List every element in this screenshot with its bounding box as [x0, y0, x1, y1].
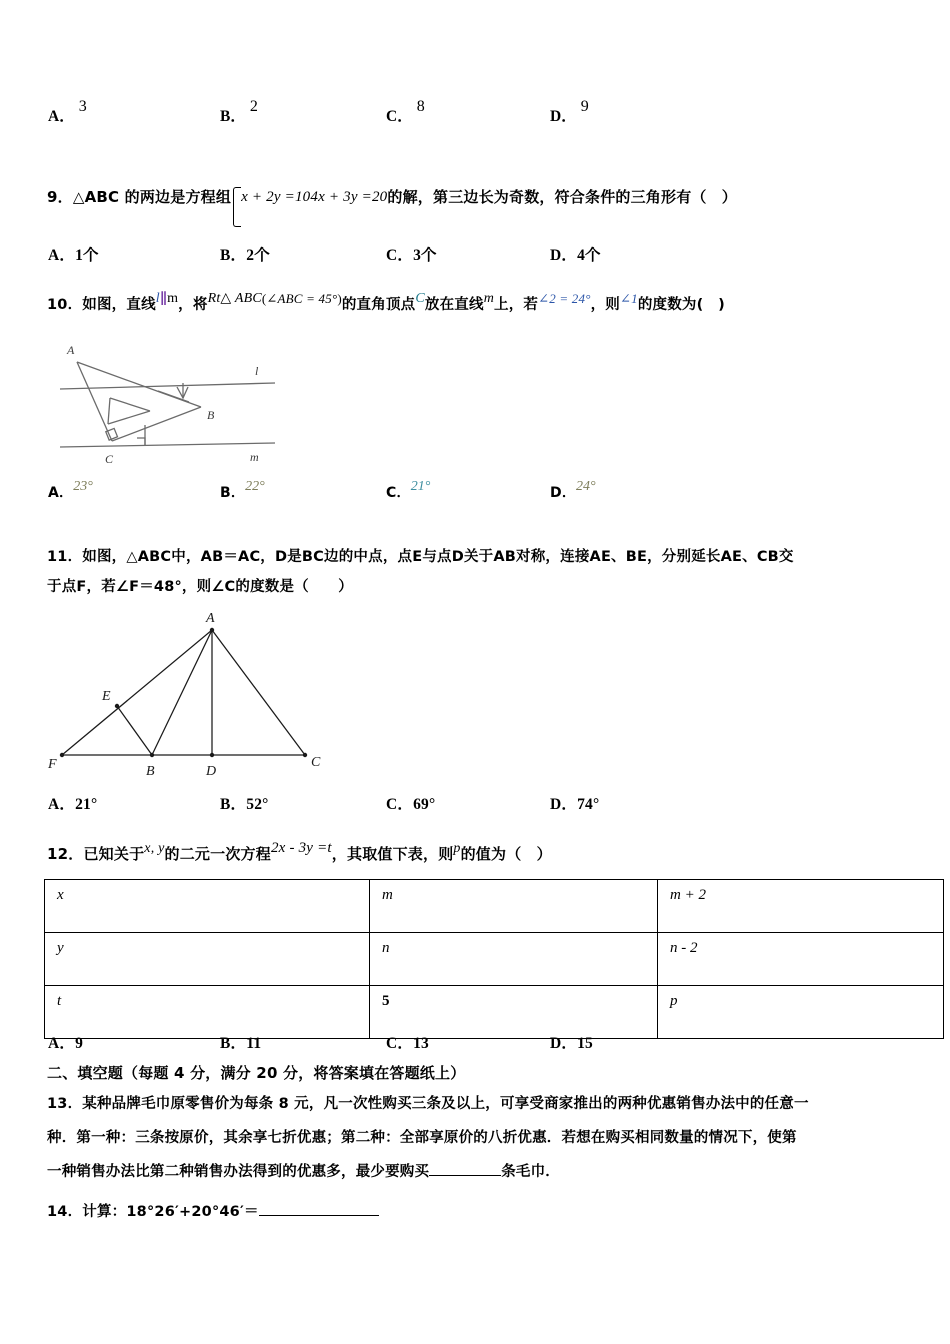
question-9 [47, 186, 737, 208]
question-11-line-1 [47, 545, 794, 566]
q11-label-C: C [311, 755, 321, 770]
q11-point-F [60, 753, 64, 757]
q12-option-c[interactable] [386, 1031, 429, 1053]
q11-line-af [62, 630, 212, 755]
q8-option-a-value: 3 [78, 98, 87, 115]
q11-label-B: B [146, 764, 155, 779]
q8-option-b[interactable] [220, 98, 258, 126]
q10-option-b-label: B． [220, 485, 246, 501]
q11-point-C [303, 753, 307, 757]
q8-option-a[interactable] [48, 98, 87, 126]
q11-option-d-label: D． [550, 796, 578, 813]
q10-option-c[interactable] [386, 479, 431, 502]
q10-side-bc [112, 407, 201, 441]
q10-options-row [48, 479, 928, 512]
q9-option-d-value: 4个 [577, 247, 601, 264]
q10-seg7: 的度数为( ) [637, 297, 725, 313]
q8-option-a-label: A． [48, 108, 75, 126]
q10-line-m-stroke [60, 443, 275, 447]
q12-option-d-value: 15 [577, 1035, 593, 1052]
q9-text-after: 的解，第三边长为奇数，符合条件的三角形有（ ） [387, 188, 737, 206]
table-row [45, 933, 944, 986]
q8-option-d-value: 9 [580, 98, 589, 115]
q10-option-c-label: C． [386, 485, 411, 501]
q11-option-d-value: 74° [577, 796, 600, 813]
q12-number: 12． [47, 845, 84, 863]
q10-on-line-m: m [483, 291, 495, 306]
q11-option-d[interactable] [550, 792, 599, 814]
q9-option-c-value: 3个 [413, 247, 437, 264]
q10-label-B: B [207, 408, 215, 422]
q11-text-line-1: 如图，△ABC中，AB＝AC，D是BC边的中点，点E与点D关于AB对称，连接AE、BE，分别延长AE、CB交 [82, 549, 794, 565]
q8-options-row [48, 96, 928, 126]
q12-row-1-col1: n [370, 933, 658, 986]
q8-option-d-label: D． [550, 108, 577, 126]
q10-seg5: 上，若 [494, 297, 539, 313]
q10-inner-2 [108, 411, 150, 424]
q8-option-c[interactable] [386, 98, 425, 126]
q11-point-D [210, 753, 214, 757]
section-2-heading: 二、填空题（每题 4 分，满分 20 分，将答案填在答题纸上） [47, 1064, 466, 1082]
q12-option-b-value: 11 [246, 1035, 262, 1052]
q12-option-a[interactable] [48, 1031, 83, 1053]
q9-option-c[interactable] [386, 243, 437, 265]
q9-option-b-label: B． [220, 247, 247, 264]
q12-row-1-col2: n - 2 [658, 933, 944, 986]
q11-option-b[interactable] [220, 792, 269, 814]
q10-label-C: C [105, 452, 114, 466]
q11-label-D: D [206, 764, 217, 779]
q9-option-a[interactable] [48, 243, 99, 265]
q12-seg2: 的二元一次方程 [164, 845, 271, 863]
q10-line-l: l [155, 291, 160, 306]
question-10 [47, 290, 725, 314]
q14-answer-blank[interactable] [259, 1201, 379, 1216]
q14-number: 14． [47, 1204, 83, 1220]
q12-seg3: ，其取值下表，则 [331, 845, 454, 863]
q12-option-c-value: 13 [413, 1035, 429, 1052]
q11-option-a-label: A． [48, 796, 76, 813]
question-14 [47, 1200, 379, 1221]
q10-option-a-label: A． [48, 485, 74, 501]
q11-text-line-2: 于点F，若∠F＝48°，则∠C的度数是（ ） [47, 579, 353, 595]
q13-text-line-2: 种．第一种：三条按原价，其余享七折优惠；第二种：全部享原价的八折优惠．若想在购买相同数量的情况下，使第 [47, 1130, 797, 1146]
q11-point-B [150, 753, 154, 757]
q10-option-c-value: 21° [410, 479, 431, 494]
q12-row-2-col2: p [658, 986, 944, 1039]
q9-option-a-value: 1个 [75, 247, 99, 264]
q11-number: 11． [47, 549, 83, 565]
q12-row-0-label: x [45, 880, 370, 933]
q12-seg4: 的值为（ ） [460, 845, 552, 863]
q9-option-c-label: C． [386, 247, 414, 264]
q10-paren-open: ( [261, 291, 267, 306]
q9-option-d[interactable] [550, 243, 601, 265]
q11-option-c-value: 69° [413, 796, 436, 813]
q10-label-m: m [250, 450, 259, 464]
q10-option-b-value: 22° [245, 479, 265, 494]
q10-option-d-label: D． [550, 485, 577, 501]
q11-label-F: F [48, 757, 57, 772]
q11-line-eb [117, 706, 152, 755]
q10-paren-close: ) [337, 291, 342, 306]
q9-text-before: △ABC 的两边是方程组 [72, 188, 232, 206]
q12-seg1: 已知关于 [83, 845, 145, 863]
q13-text-line-3-before: 一种销售办法比第二种销售办法得到的优惠多，最少要购买 [47, 1164, 430, 1180]
q9-option-b[interactable] [220, 243, 270, 265]
q12-p-var: p [453, 841, 461, 856]
q10-seg2: ，将 [178, 297, 208, 313]
q12-row-2-col1: 5 [370, 986, 658, 1039]
q9-equation-line-2: 4x + 3y =20 [310, 189, 388, 205]
q10-option-d-value: 24° [576, 479, 596, 494]
table-row [45, 880, 944, 933]
q12-row-2-label: t [45, 986, 370, 1039]
q9-options-row [48, 243, 928, 273]
q10-line-m: m [167, 291, 179, 306]
q11-figure [40, 608, 340, 783]
q11-figure-points [60, 628, 307, 757]
q10-line-l-stroke [60, 383, 275, 389]
question-13-line-1 [47, 1092, 809, 1113]
q9-option-a-label: A． [48, 247, 76, 264]
q11-line-ab [152, 630, 212, 755]
q10-inner-3 [108, 398, 110, 424]
q10-option-a-value: 23° [73, 479, 93, 494]
question-13-line-2 [47, 1126, 797, 1147]
q12-value-table [44, 879, 944, 1039]
q9-equation-line-1: x + 2y =10 [241, 189, 311, 205]
q10-figure [55, 335, 280, 470]
q10-angle-2: ∠2 = 24° [538, 291, 591, 306]
q12-option-b-label: B． [220, 1035, 247, 1052]
q12-option-a-value: 9 [75, 1035, 84, 1052]
q10-inner-1 [110, 398, 150, 411]
q12-options-row [48, 1031, 928, 1061]
q12-option-c-label: C． [386, 1035, 414, 1052]
q10-parallel-symbol: ∥ [159, 290, 168, 306]
q12-option-b[interactable] [220, 1031, 261, 1053]
q11-line-ac [212, 630, 305, 755]
q12-equation: 2x - 3y =t [270, 840, 332, 856]
q11-option-a-value: 21° [75, 796, 98, 813]
question-11-line-2 [47, 575, 353, 596]
q12-row-1-label: y [45, 933, 370, 986]
q10-option-a[interactable] [48, 479, 93, 502]
q11-figure-svg [40, 608, 340, 783]
q10-seg3: 的直角顶点 [341, 297, 416, 313]
q11-option-a[interactable] [48, 792, 97, 814]
q11-option-c[interactable] [386, 792, 435, 814]
q12-row-0-col2: m + 2 [658, 880, 944, 933]
q10-perp-mark [137, 438, 145, 445]
question-13-line-3 [47, 1160, 560, 1181]
q11-option-b-value: 52° [246, 796, 269, 813]
q9-number: 9． [47, 188, 73, 206]
q13-answer-blank[interactable] [429, 1161, 501, 1176]
q8-option-c-value: 8 [416, 98, 425, 115]
q10-figure-svg [55, 335, 280, 470]
q9-equation-system [231, 186, 387, 207]
q11-label-E: E [102, 689, 111, 704]
q8-option-c-label: C． [386, 108, 413, 126]
q13-text-line-3-after: 条毛巾． [501, 1164, 561, 1180]
q12-vars: x, y [144, 841, 165, 856]
q10-angle-1: ∠1 [620, 291, 638, 306]
q8-option-d[interactable] [550, 98, 589, 126]
q10-option-b[interactable] [220, 479, 265, 502]
q12-row-0-col1: m [370, 880, 658, 933]
q11-label-A: A [206, 611, 215, 626]
q10-seg1: 如图，直线 [82, 297, 156, 313]
question-12 [47, 840, 552, 864]
q12-option-d-label: D． [550, 1035, 578, 1052]
q8-option-b-value: 2 [249, 98, 258, 115]
q12-option-a-label: A． [48, 1035, 76, 1052]
q14-text: 计算：18°26′+20°46′＝ [82, 1204, 259, 1220]
q10-vertex-c: C [415, 291, 425, 306]
q12-option-d[interactable] [550, 1031, 593, 1053]
q8-option-b-label: B． [220, 108, 246, 126]
q10-option-d[interactable] [550, 479, 596, 502]
q11-point-A [210, 628, 214, 632]
q13-number: 13． [47, 1096, 83, 1112]
q9-option-d-label: D． [550, 247, 578, 264]
q10-seg6: ，则 [590, 297, 621, 313]
q10-seg4: 放在直线 [424, 297, 484, 313]
q11-option-c-label: C． [386, 796, 414, 813]
q10-side-ca [77, 362, 112, 441]
q10-angle-abc: ∠ABC = 45° [266, 291, 338, 306]
q9-option-b-value: 2个 [246, 247, 270, 264]
q10-label-l: l [255, 364, 259, 378]
q10-rt-triangle: Rt△ ABC [207, 291, 262, 306]
q11-option-b-label: B． [220, 796, 247, 813]
q11-options-row [48, 792, 928, 822]
q13-text-line-1: 某种品牌毛巾原零售价为每条 8 元，凡一次性购买三条及以上，可享受商家推出的两种优惠销售办法中的任意一 [82, 1096, 809, 1112]
q10-number: 10． [47, 297, 83, 313]
q11-point-E [115, 704, 119, 708]
q10-label-A: A [67, 343, 75, 357]
